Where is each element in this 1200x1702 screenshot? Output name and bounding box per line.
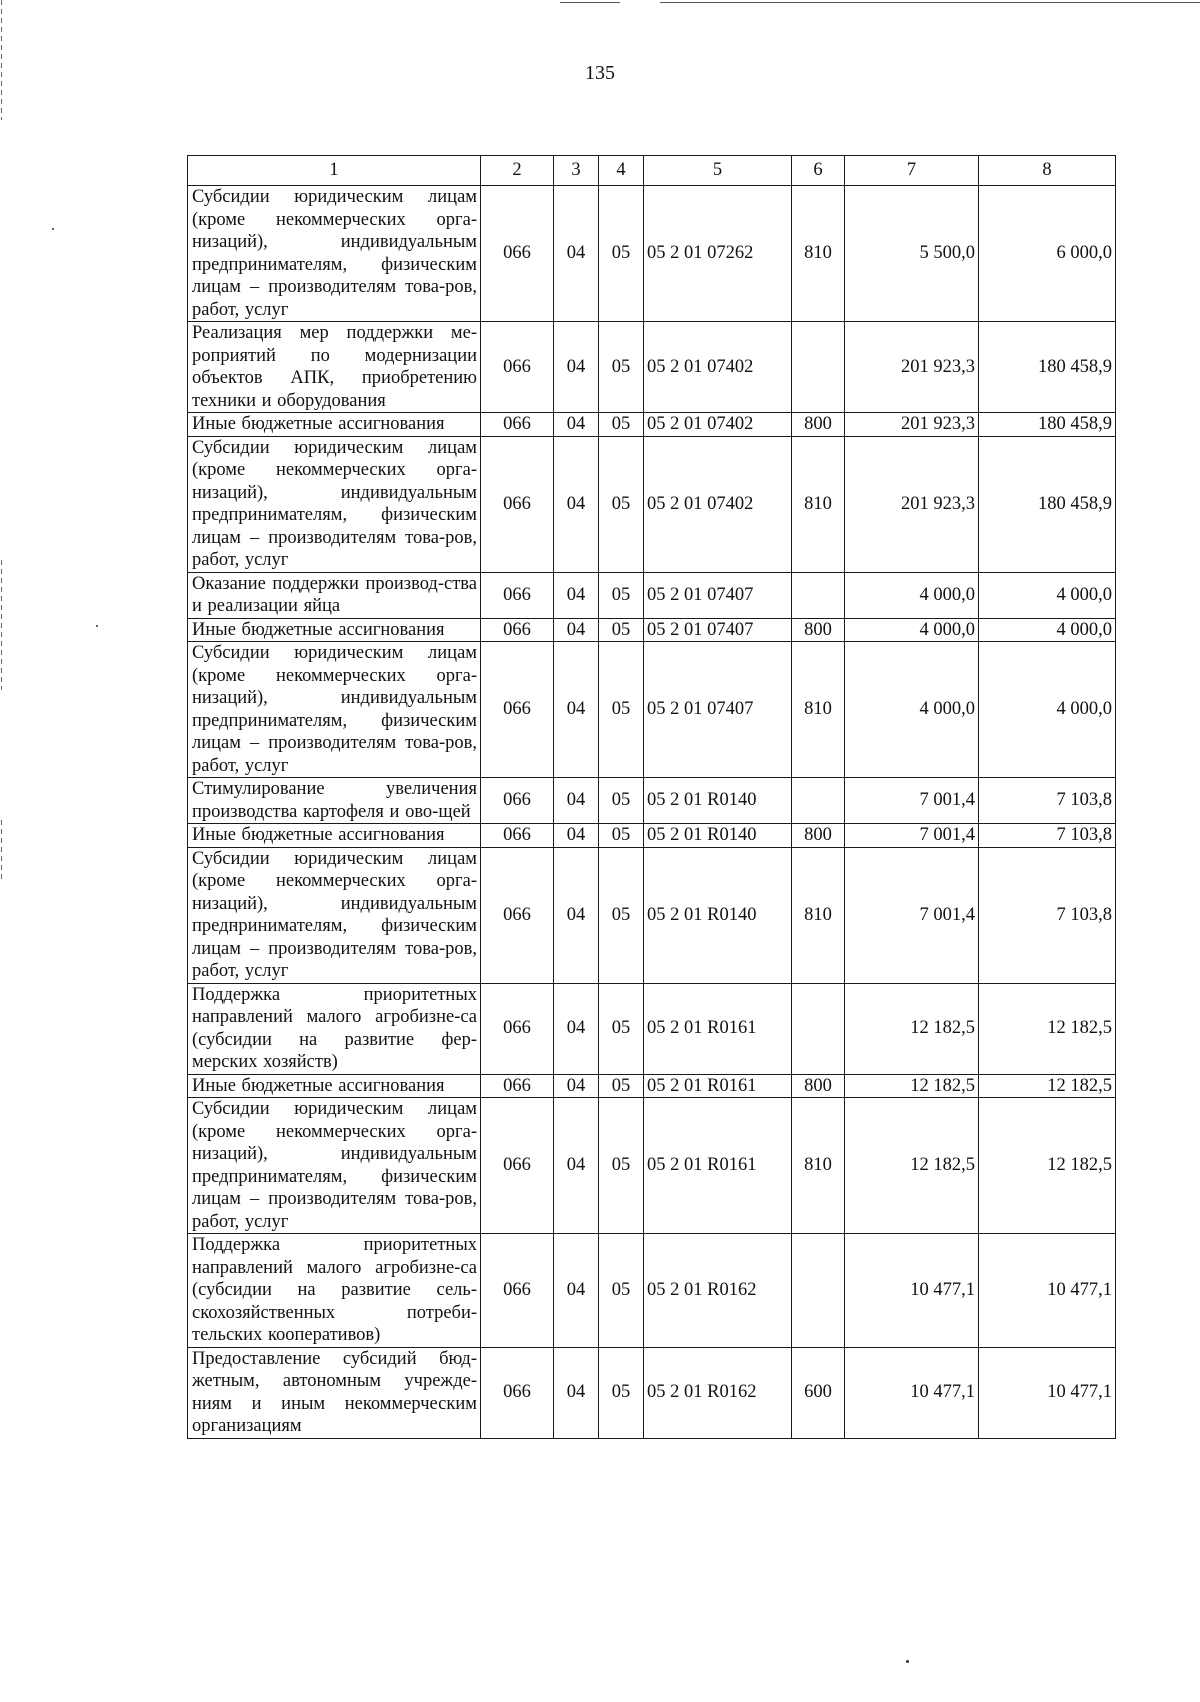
target-article-code: 05 2 01 R0162 <box>644 1347 792 1438</box>
expense-type-code <box>792 1234 845 1348</box>
ministry-code: 066 <box>481 186 554 322</box>
ministry-code: 066 <box>481 618 554 642</box>
target-article-code: 05 2 01 R0140 <box>644 778 792 824</box>
col-4-header: 4 <box>599 156 644 186</box>
target-article-code: 05 2 01 07402 <box>644 413 792 437</box>
amount-year-1: 7 001,4 <box>845 778 979 824</box>
section-code: 04 <box>554 186 599 322</box>
target-article-code: 05 2 01 07402 <box>644 322 792 413</box>
amount-year-2: 10 477,1 <box>979 1234 1116 1348</box>
ministry-code: 066 <box>481 824 554 848</box>
target-article-code: 05 2 01 07402 <box>644 436 792 572</box>
target-article-code: 05 2 01 07407 <box>644 642 792 778</box>
page-number: 135 <box>585 62 615 84</box>
amount-year-2: 10 477,1 <box>979 1347 1116 1438</box>
table-row <box>188 824 1116 848</box>
subsection-code: 05 <box>599 778 644 824</box>
amount-year-1: 201 923,3 <box>845 413 979 437</box>
target-article-code: 05 2 01 07407 <box>644 618 792 642</box>
amount-year-1: 4 000,0 <box>845 618 979 642</box>
amount-year-1: 201 923,3 <box>845 436 979 572</box>
expense-name: Иные бюджетные ассигнования <box>188 413 481 437</box>
expense-name: Субсидии юридическим лицам (кроме некоммерческих орга-низаций), индивидуальным предпринимателям, физическим лицам – производителям това-ров, работ, услуг <box>188 642 481 778</box>
table-row <box>188 1098 1116 1234</box>
amount-year-1: 12 182,5 <box>845 983 979 1074</box>
scan-left-edge <box>1 0 2 120</box>
expense-type-code: 810 <box>792 847 845 983</box>
ministry-code: 066 <box>481 847 554 983</box>
expense-name: Поддержка приоритетных направлений малого агробизне-са (субсидии на развитие фер-мерских хозяйств) <box>188 983 481 1074</box>
expense-name: Оказание поддержки производ-ства и реализации яйца <box>188 572 481 618</box>
table-header <box>188 156 1116 186</box>
amount-year-2: 7 103,8 <box>979 778 1116 824</box>
ministry-code: 066 <box>481 642 554 778</box>
ministry-code: 066 <box>481 572 554 618</box>
section-code: 04 <box>554 1347 599 1438</box>
amount-year-2: 7 103,8 <box>979 824 1116 848</box>
subsection-code: 05 <box>599 1347 644 1438</box>
amount-year-2: 180 458,9 <box>979 436 1116 572</box>
amount-year-1: 7 001,4 <box>845 847 979 983</box>
expense-type-code: 800 <box>792 413 845 437</box>
ministry-code: 066 <box>481 322 554 413</box>
table-row <box>188 572 1116 618</box>
expense-type-code <box>792 322 845 413</box>
table-row <box>188 436 1116 572</box>
ministry-code: 066 <box>481 1234 554 1348</box>
subsection-code: 05 <box>599 1098 644 1234</box>
table-row <box>188 1234 1116 1348</box>
section-code: 04 <box>554 642 599 778</box>
expense-name: Стимулирование увеличения производства картофеля и ово-щей <box>188 778 481 824</box>
col-6-header: 6 <box>792 156 845 186</box>
table-row <box>188 413 1116 437</box>
expense-type-code: 810 <box>792 1098 845 1234</box>
expense-name: Поддержка приоритетных направлений малого агробизне-са (субсидии на развитие сель-скохозяйственных потреби-тельских кооперативов) <box>188 1234 481 1348</box>
expense-name: Реализация мер поддержки ме-роприятий по модернизации объектов АПК, приобретению техники и оборудования <box>188 322 481 413</box>
expense-name: Субсидии юридическим лицам (кроме некоммерческих орга-низаций), индивидуальным предпринимателям, физическим лицам – производителям това-ров, работ, услуг <box>188 847 481 983</box>
subsection-code: 05 <box>599 1234 644 1348</box>
scan-speck <box>52 228 54 230</box>
amount-year-2: 12 182,5 <box>979 1098 1116 1234</box>
scan-left-edge <box>1 560 2 690</box>
col-8-header: 8 <box>979 156 1116 186</box>
scan-speck <box>906 1660 909 1663</box>
expense-name: Субсидии юридическим лицам (кроме некоммерческих орга-низаций), индивидуальным предпринимателям, физическим лицам – производителям това-ров, работ, услуг <box>188 1098 481 1234</box>
col-3-header: 3 <box>554 156 599 186</box>
section-code: 04 <box>554 778 599 824</box>
scan-speck <box>96 625 98 627</box>
ministry-code: 066 <box>481 436 554 572</box>
section-code: 04 <box>554 1098 599 1234</box>
col-7-header: 7 <box>845 156 979 186</box>
expense-name: Субсидии юридическим лицам (кроме некоммерческих орга-низаций), индивидуальным предпринимателям, физическим лицам – производителям това-ров, работ, услуг <box>188 436 481 572</box>
amount-year-1: 12 182,5 <box>845 1098 979 1234</box>
expense-type-code: 800 <box>792 618 845 642</box>
expense-type-code <box>792 778 845 824</box>
target-article-code: 05 2 01 R0162 <box>644 1234 792 1348</box>
amount-year-1: 4 000,0 <box>845 642 979 778</box>
header-row <box>188 156 1116 186</box>
subsection-code: 05 <box>599 436 644 572</box>
expense-type-code: 600 <box>792 1347 845 1438</box>
amount-year-2: 12 182,5 <box>979 1074 1116 1098</box>
subsection-code: 05 <box>599 572 644 618</box>
amount-year-1: 10 477,1 <box>845 1234 979 1348</box>
table-row <box>188 983 1116 1074</box>
target-article-code: 05 2 01 07407 <box>644 572 792 618</box>
target-article-code: 05 2 01 R0161 <box>644 1074 792 1098</box>
target-article-code: 05 2 01 R0161 <box>644 983 792 1074</box>
expense-name: Иные бюджетные ассигнования <box>188 1074 481 1098</box>
amount-year-2: 4 000,0 <box>979 642 1116 778</box>
amount-year-1: 4 000,0 <box>845 572 979 618</box>
scan-left-edge <box>1 820 2 880</box>
amount-year-2: 6 000,0 <box>979 186 1116 322</box>
ministry-code: 066 <box>481 1347 554 1438</box>
amount-year-1: 201 923,3 <box>845 322 979 413</box>
amount-year-2: 12 182,5 <box>979 983 1116 1074</box>
scan-top-rule <box>660 2 1200 3</box>
section-code: 04 <box>554 436 599 572</box>
section-code: 04 <box>554 1074 599 1098</box>
ministry-code: 066 <box>481 1074 554 1098</box>
amount-year-2: 4 000,0 <box>979 572 1116 618</box>
expense-name: Иные бюджетные ассигнования <box>188 824 481 848</box>
subsection-code: 05 <box>599 322 644 413</box>
table-row <box>188 847 1116 983</box>
target-article-code: 05 2 01 R0161 <box>644 1098 792 1234</box>
table-row <box>188 618 1116 642</box>
section-code: 04 <box>554 824 599 848</box>
ministry-code: 066 <box>481 983 554 1074</box>
expense-type-code: 800 <box>792 1074 845 1098</box>
subsection-code: 05 <box>599 1074 644 1098</box>
col-5-header: 5 <box>644 156 792 186</box>
amount-year-2: 4 000,0 <box>979 618 1116 642</box>
table-row <box>188 778 1116 824</box>
section-code: 04 <box>554 847 599 983</box>
amount-year-2: 180 458,9 <box>979 413 1116 437</box>
subsection-code: 05 <box>599 186 644 322</box>
col-2-header: 2 <box>481 156 554 186</box>
scan-top-rule <box>560 2 620 3</box>
section-code: 04 <box>554 618 599 642</box>
subsection-code: 05 <box>599 642 644 778</box>
amount-year-1: 5 500,0 <box>845 186 979 322</box>
amount-year-2: 180 458,9 <box>979 322 1116 413</box>
table-row <box>188 322 1116 413</box>
expense-type-code <box>792 572 845 618</box>
col-1-header: 1 <box>188 156 481 186</box>
expense-type-code <box>792 983 845 1074</box>
table-row <box>188 1347 1116 1438</box>
expense-type-code: 810 <box>792 642 845 778</box>
subsection-code: 05 <box>599 618 644 642</box>
subsection-code: 05 <box>599 983 644 1074</box>
target-article-code: 05 2 01 R0140 <box>644 847 792 983</box>
section-code: 04 <box>554 572 599 618</box>
subsection-code: 05 <box>599 847 644 983</box>
target-article-code: 05 2 01 R0140 <box>644 824 792 848</box>
amount-year-1: 12 182,5 <box>845 1074 979 1098</box>
target-article-code: 05 2 01 07262 <box>644 186 792 322</box>
amount-year-1: 7 001,4 <box>845 824 979 848</box>
subsection-code: 05 <box>599 824 644 848</box>
section-code: 04 <box>554 413 599 437</box>
table-body <box>188 186 1116 1439</box>
ministry-code: 066 <box>481 1098 554 1234</box>
section-code: 04 <box>554 322 599 413</box>
ministry-code: 066 <box>481 778 554 824</box>
expense-name: Иные бюджетные ассигнования <box>188 618 481 642</box>
expense-type-code: 800 <box>792 824 845 848</box>
subsection-code: 05 <box>599 413 644 437</box>
section-code: 04 <box>554 983 599 1074</box>
amount-year-1: 10 477,1 <box>845 1347 979 1438</box>
expense-name: Предоставление субсидий бюд-жетным, автономным учрежде-ниям и иным некоммерческим организациям <box>188 1347 481 1438</box>
table-row <box>188 186 1116 322</box>
table-row <box>188 1074 1116 1098</box>
amount-year-2: 7 103,8 <box>979 847 1116 983</box>
expense-type-code: 810 <box>792 186 845 322</box>
section-code: 04 <box>554 1234 599 1348</box>
expense-type-code: 810 <box>792 436 845 572</box>
table-row <box>188 642 1116 778</box>
expense-name: Субсидии юридическим лицам (кроме некоммерческих орга-низаций), индивидуальным предпринимателям, физическим лицам – производителям това-ров, работ, услуг <box>188 186 481 322</box>
budget-table <box>187 155 1116 1439</box>
ministry-code: 066 <box>481 413 554 437</box>
